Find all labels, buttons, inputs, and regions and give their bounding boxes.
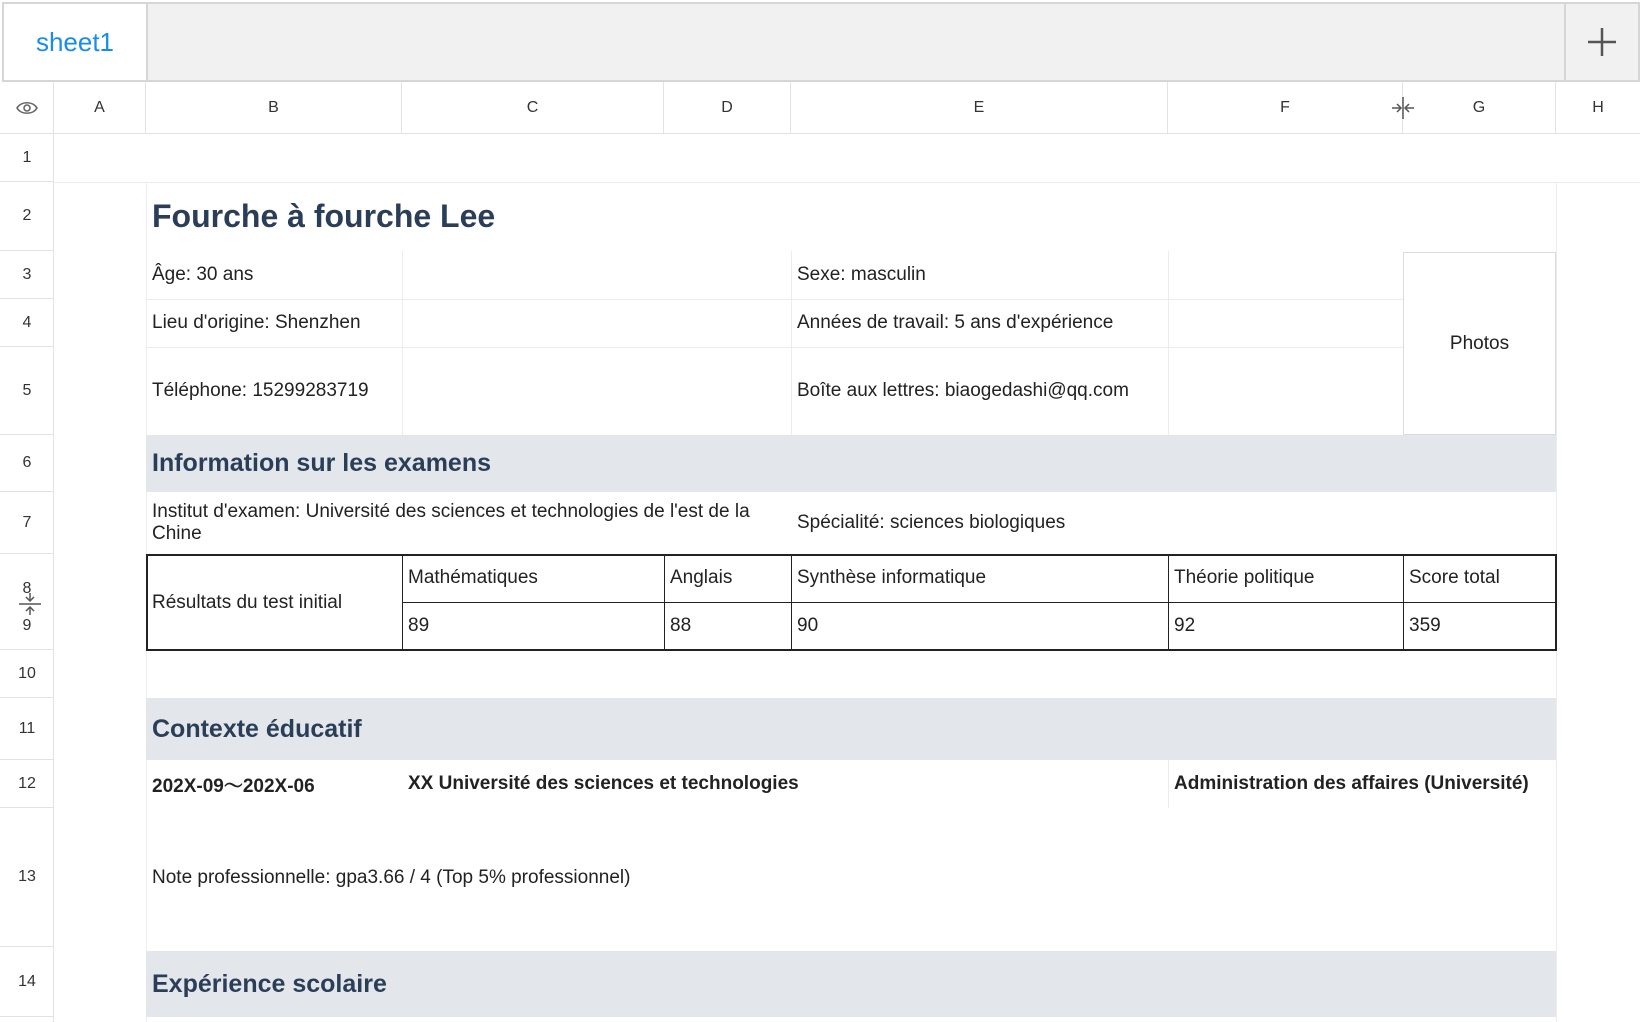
score-total[interactable]: 359	[1409, 615, 1441, 636]
row-header-3[interactable]: 3	[0, 251, 54, 299]
header-english[interactable]: Anglais	[670, 567, 733, 588]
work-years-cell[interactable]: Années de travail: 5 ans d'expérience	[797, 312, 1114, 333]
education-period-cell[interactable]: 202X-09～202X-06	[152, 775, 315, 797]
header-computer-synthesis[interactable]: Synthèse informatique	[797, 567, 987, 588]
eye-icon	[16, 100, 38, 116]
column-header-f[interactable]: F	[1168, 82, 1403, 134]
score-computer-synthesis[interactable]: 90	[797, 615, 819, 636]
row-header-2[interactable]: 2	[0, 182, 54, 251]
column-header-a[interactable]: A	[54, 82, 146, 134]
column-header-h[interactable]: H	[1592, 99, 1604, 116]
row-header	[0, 134, 54, 1022]
sheet-grid[interactable]	[54, 134, 1640, 1022]
exam-institute-cell[interactable]: Institut d'examen: Université des sciences et technologies de l'est de la Chine	[152, 501, 750, 544]
candidate-name-title: Fourche à fourche Lee	[152, 198, 496, 234]
column-header-c[interactable]: C	[402, 82, 664, 134]
education-major-cell[interactable]: Administration des affaires (Université)	[1174, 773, 1529, 794]
column-header-d[interactable]: D	[664, 82, 791, 134]
gpa-cell[interactable]: Note professionnelle: gpa3.66 / 4 (Top 5% professionnel)	[152, 866, 631, 888]
photo-placeholder[interactable]: Photos	[1403, 252, 1556, 435]
sex-cell[interactable]: Sexe: masculin	[797, 264, 926, 285]
phone-cell[interactable]: Téléphone: 15299283719	[152, 380, 369, 401]
row-header-13[interactable]: 13	[0, 808, 54, 947]
column-header	[0, 82, 1640, 134]
exam-section-header: Information sur les examens	[146, 435, 1556, 492]
score-math[interactable]: 89	[408, 615, 430, 636]
education-section-header: Contexte éducatif	[146, 698, 1556, 760]
plus-icon	[1585, 25, 1619, 59]
row-header-11[interactable]: 11	[0, 698, 54, 760]
row-header-10[interactable]: 10	[0, 650, 54, 698]
score-political-theory[interactable]: 92	[1174, 615, 1196, 636]
column-header-b[interactable]: B	[146, 82, 402, 134]
visibility-toggle[interactable]	[0, 82, 54, 134]
column-header-g[interactable]: G	[1403, 82, 1556, 134]
age-cell[interactable]: Âge: 30 ans	[152, 264, 254, 285]
tab-sheet1[interactable]: sheet1	[4, 4, 148, 80]
header-math[interactable]: Mathématiques	[408, 567, 538, 588]
gridline	[1168, 251, 1169, 435]
row-header-12[interactable]: 12	[0, 760, 54, 808]
column-header-e[interactable]: E	[791, 82, 1168, 134]
add-sheet-button[interactable]	[1564, 4, 1638, 80]
row-header-7[interactable]: 7	[0, 492, 54, 554]
specialty-cell[interactable]: Spécialité: sciences biologiques	[797, 512, 1066, 533]
row-header-6[interactable]: 6	[0, 435, 54, 492]
row-header-8[interactable]: 8	[22, 580, 32, 597]
row-header-5[interactable]: 5	[0, 347, 54, 435]
header-political-theory[interactable]: Théorie politique	[1174, 567, 1315, 588]
sheet-tab-bar	[2, 2, 1640, 82]
initial-results-label[interactable]: Résultats du test initial	[152, 591, 343, 613]
email-cell[interactable]: Boîte aux lettres: biaogedashi@qq.com	[797, 380, 1129, 401]
row-header-4[interactable]: 4	[0, 299, 54, 347]
column-resize-icon[interactable]	[1390, 96, 1416, 120]
row-resize-icon[interactable]	[18, 592, 42, 616]
row-header-1[interactable]: 1	[0, 134, 54, 182]
row-header-14[interactable]: 14	[0, 947, 54, 1017]
row-header-9[interactable]: 9	[0, 602, 54, 650]
education-school-cell[interactable]: XX Université des sciences et technologies	[408, 773, 799, 794]
origin-cell[interactable]: Lieu d'origine: Shenzhen	[152, 312, 361, 333]
score-english[interactable]: 88	[670, 615, 692, 636]
header-total-score[interactable]: Score total	[1409, 567, 1500, 588]
school-experience-section-header: Expérience scolaire	[146, 951, 1556, 1017]
